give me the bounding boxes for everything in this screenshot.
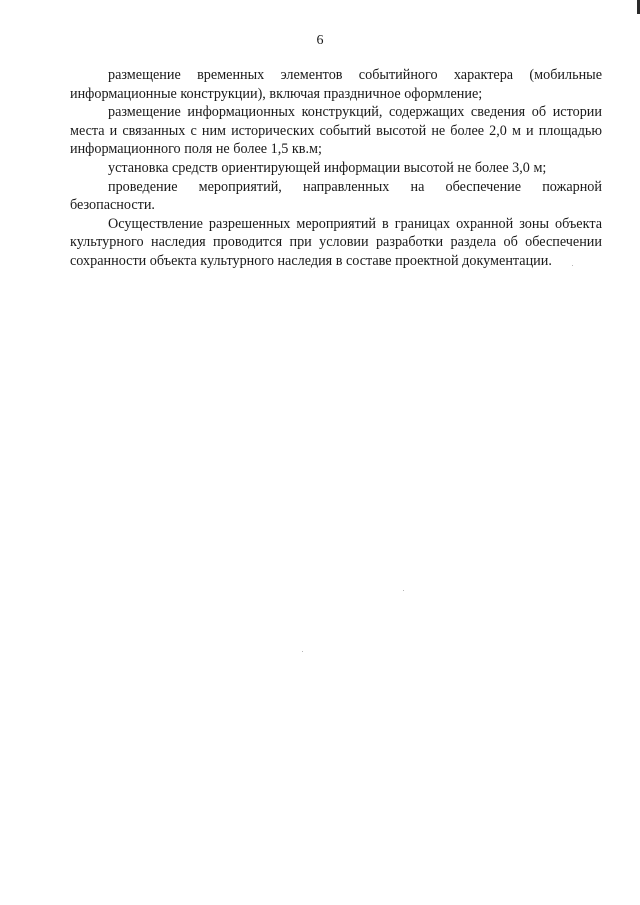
scan-speck <box>572 265 573 266</box>
scan-speck <box>403 590 404 591</box>
paragraph-temporary-elements: размещение временных элементов событийного характера (мобильные информационные конструкции), включая праздничное оформление; <box>70 67 602 102</box>
paragraph-information-structures: размещение информационных конструкций, содержащих сведения об истории места и связанных с ним исторических событий высотой не более 2,0 м и площадью информационного поля не более 1,5 кв.м; <box>70 104 602 158</box>
paragraph-fire-safety: проведение мероприятий, направленных на обеспечение пожарной безопасности. <box>70 178 602 214</box>
document-body <box>70 66 602 271</box>
paragraph-orientation-signs: установка средств ориентирующей информации высотой не более 3,0 м; <box>108 159 547 176</box>
paragraph-permitted-activities: Осуществление разрешенных мероприятий в границах охранной зоны объекта культурного наследия проводится при условии разработки раздела об обеспечении сохранности объекта культурного наследия в составе проектной документации. <box>70 215 602 269</box>
scan-speck <box>302 651 303 652</box>
page-number: 6 <box>316 33 324 48</box>
